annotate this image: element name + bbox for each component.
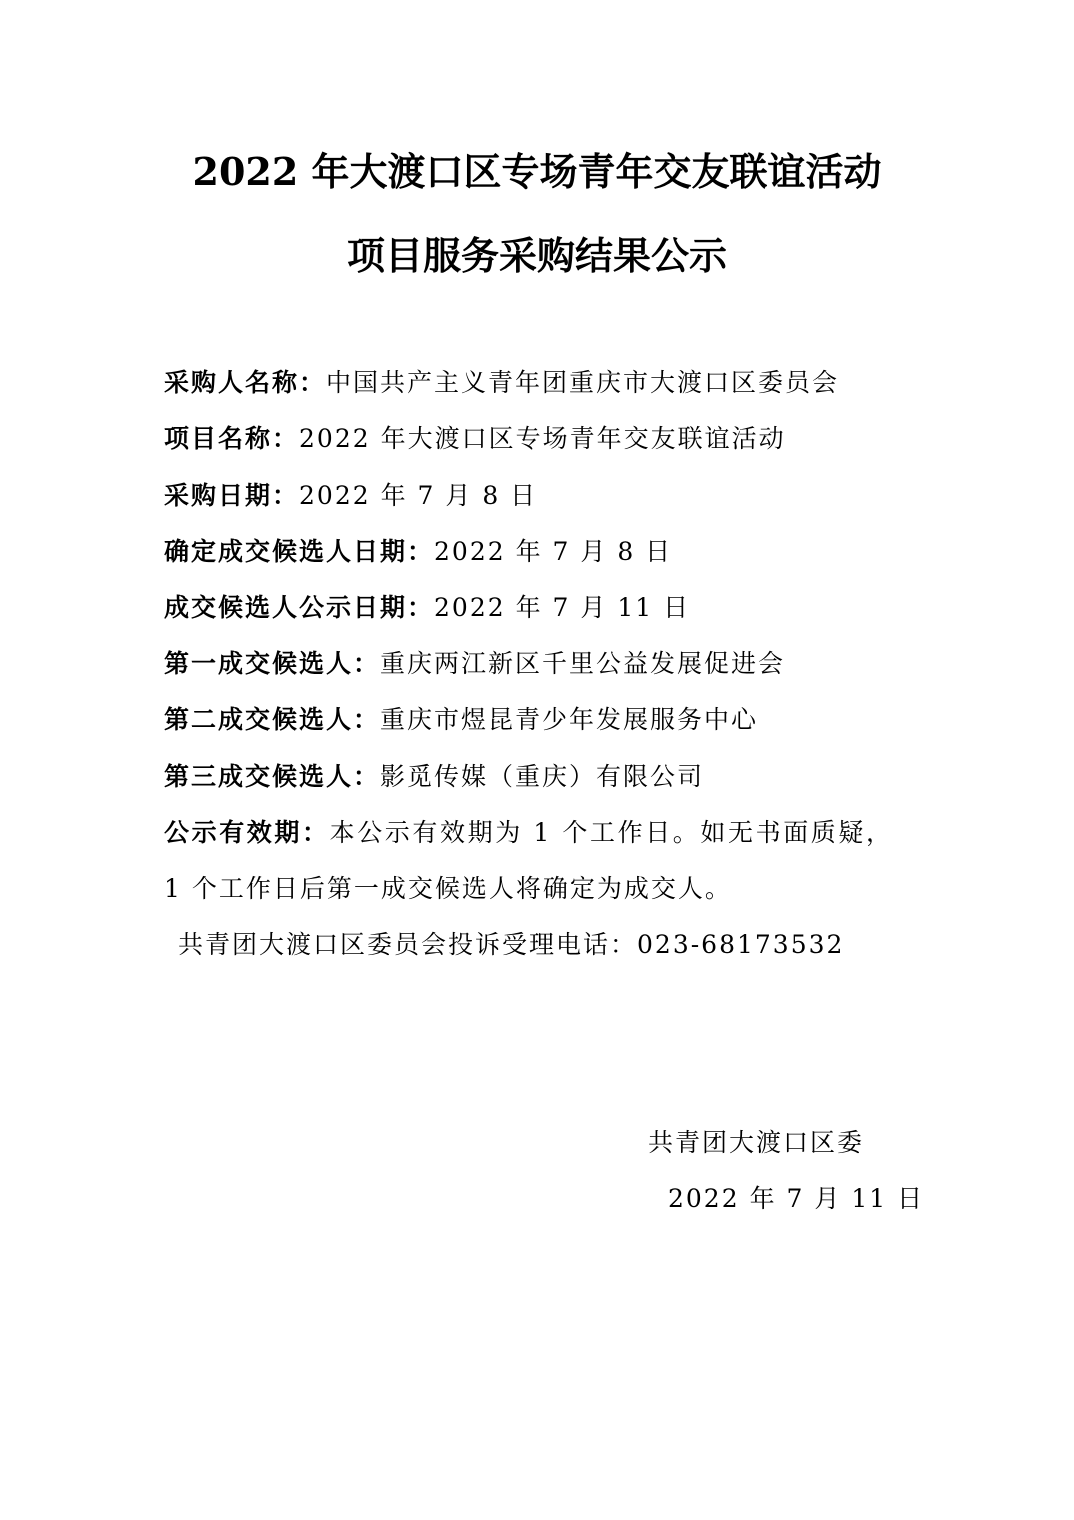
field-second-candidate bbox=[164, 703, 758, 737]
field-label: 成交候选人公示日期： bbox=[164, 593, 435, 622]
validity-continuation-text: 1 个工作日后第一成交候选人将确定为成交人。 bbox=[164, 874, 732, 903]
field-candidate-confirm-date bbox=[164, 535, 672, 569]
field-value: 中国共产主义青年团重庆市大渡口区委员会 bbox=[326, 368, 840, 397]
field-project-name bbox=[164, 422, 786, 456]
field-label: 第二成交候选人： bbox=[164, 705, 381, 734]
field-third-candidate bbox=[164, 760, 704, 794]
field-value: 影觅传媒（重庆）有限公司 bbox=[380, 762, 705, 791]
field-value: 重庆市煜昆青少年发展服务中心 bbox=[380, 705, 759, 734]
field-purchase-date bbox=[164, 479, 537, 513]
field-label: 第一成交候选人： bbox=[164, 649, 381, 678]
field-value: 重庆两江新区千里公益发展促进会 bbox=[380, 649, 786, 678]
signature-date: 2022 年 7 月 11 日 bbox=[668, 1184, 925, 1213]
field-candidate-publicity-date bbox=[164, 591, 690, 625]
document-title-line-1: 2022 年大渡口区专场青年交友联谊活动 bbox=[192, 149, 882, 194]
field-value: 2022 年 7 月 8 日 bbox=[299, 481, 538, 510]
complaint-hotline-text: 共青团大渡口区委员会投诉受理电话：023-68173532 bbox=[178, 930, 845, 959]
field-value: 本公示有效期为 1 个工作日。如无书面质疑， bbox=[329, 818, 894, 847]
field-label: 采购人名称： bbox=[164, 368, 327, 397]
field-label: 确定成交候选人日期： bbox=[164, 537, 435, 566]
field-value: 2022 年 7 月 8 日 bbox=[434, 537, 673, 566]
field-publicity-validity bbox=[164, 816, 894, 850]
field-label: 公示有效期： bbox=[164, 818, 330, 847]
document-title-line-2: 项目服务采购结果公示 bbox=[346, 233, 727, 278]
field-first-candidate bbox=[164, 647, 785, 681]
signature-organization: 共青团大渡口区委 bbox=[648, 1128, 865, 1157]
field-value: 2022 年大渡口区专场青年交友联谊活动 bbox=[299, 424, 786, 453]
field-label: 项目名称： bbox=[164, 424, 300, 453]
field-value: 2022 年 7 月 11 日 bbox=[434, 593, 691, 622]
field-label: 采购日期： bbox=[164, 481, 300, 510]
field-label: 第三成交候选人： bbox=[164, 762, 381, 791]
field-purchaser-name bbox=[164, 366, 839, 400]
